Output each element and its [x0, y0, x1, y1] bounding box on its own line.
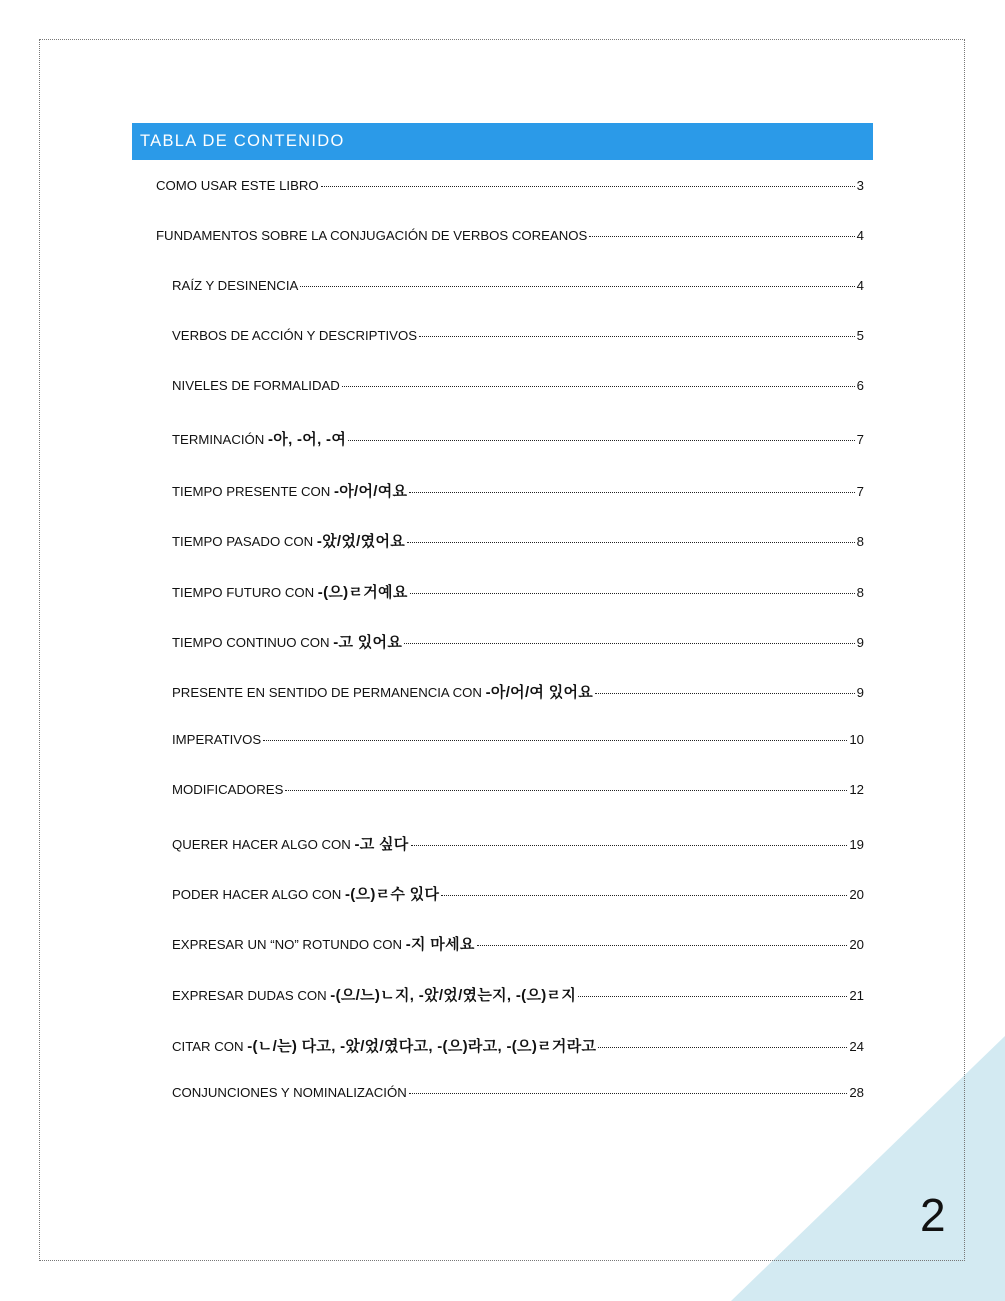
dot-leader	[407, 542, 855, 543]
toc-entry[interactable]	[172, 327, 864, 347]
toc-entry-page: 8	[856, 585, 864, 600]
dot-leader	[409, 1093, 848, 1094]
toc-entry-page: 20	[849, 887, 864, 902]
toc-entry-label: RAÍZ Y DESINENCIA	[172, 278, 299, 293]
toc-entry-page: 3	[856, 178, 864, 193]
toc-entry-page: 6	[856, 378, 864, 393]
dot-leader	[578, 996, 847, 997]
toc-entry-page: 28	[849, 1085, 864, 1100]
toc-entry-label: EXPRESAR DUDAS CON -(으/느)ㄴ지, -았/었/였는지, -(으)ㄹ지	[172, 987, 577, 1004]
toc-entry-page: 10	[849, 732, 864, 747]
toc-entry-label: NIVELES DE FORMALIDAD	[172, 378, 340, 393]
toc-entry[interactable]	[172, 681, 864, 701]
toc-entry-page: 4	[856, 278, 864, 293]
toc-entry-page: 19	[849, 837, 864, 852]
toc-entry-label: IMPERATIVOS	[172, 732, 262, 747]
toc-entry-label: TIEMPO PRESENTE CON -아/어/여요	[172, 483, 408, 500]
dot-leader	[263, 740, 847, 741]
toc-entry[interactable]	[172, 1084, 864, 1104]
toc-entry[interactable]	[172, 883, 864, 903]
dot-leader	[595, 693, 855, 694]
toc-entry-page: 9	[856, 635, 864, 650]
dot-leader	[411, 845, 848, 846]
toc-entry-page: 12	[849, 782, 864, 797]
dot-leader	[321, 186, 855, 187]
toc-entry[interactable]	[156, 227, 864, 247]
toc-entry[interactable]	[172, 984, 864, 1004]
toc-entry[interactable]	[172, 731, 864, 751]
dot-leader	[589, 236, 854, 237]
toc-entry-page: 8	[856, 534, 864, 549]
dot-leader	[404, 643, 855, 644]
toc-entry[interactable]	[172, 377, 864, 397]
toc-entry[interactable]	[172, 480, 864, 500]
toc-entry[interactable]	[156, 177, 864, 197]
toc-entry[interactable]	[172, 631, 864, 651]
toc-entry[interactable]	[172, 428, 864, 448]
toc-entry-label: MODIFICADORES	[172, 782, 284, 797]
page-number: 2	[920, 1189, 946, 1241]
toc-entry-page: 24	[849, 1039, 864, 1054]
toc-entry[interactable]	[172, 1035, 864, 1055]
dot-leader	[419, 336, 855, 337]
toc-entry-label: TERMINACIÓN -아, -어, -여	[172, 431, 347, 448]
dot-leader	[348, 440, 855, 441]
dot-leader	[410, 593, 855, 594]
dot-leader	[300, 286, 854, 287]
toc-entry-label: PRESENTE EN SENTIDO DE PERMANENCIA CON -아/어/여 있어요	[172, 684, 594, 701]
dot-leader	[342, 386, 855, 387]
toc-entry-label: FUNDAMENTOS SOBRE LA CONJUGACIÓN DE VERBOS COREANOS	[156, 228, 588, 243]
toc-entry-label: VERBOS DE ACCIÓN Y DESCRIPTIVOS	[172, 328, 418, 343]
dot-leader	[285, 790, 847, 791]
toc-entry-page: 9	[856, 685, 864, 700]
dot-leader	[598, 1047, 847, 1048]
toc-entry-page: 5	[856, 328, 864, 343]
toc-entry-label: TIEMPO PASADO CON -았/었/였어요	[172, 533, 406, 550]
toc-entry-label: QUERER HACER ALGO CON -고 싶다	[172, 836, 409, 853]
toc-entry-page: 7	[856, 432, 864, 447]
toc-entry-label: TIEMPO CONTINUO CON -고 있어요	[172, 634, 403, 651]
toc-entry[interactable]	[172, 277, 864, 297]
toc-entry[interactable]	[172, 781, 864, 801]
toc-entry-page: 4	[856, 228, 864, 243]
toc-entry-label: COMO USAR ESTE LIBRO	[156, 178, 319, 193]
toc-entry-page: 21	[849, 988, 864, 1003]
dot-leader	[409, 492, 854, 493]
toc-entry-label: PODER HACER ALGO CON -(으)ㄹ수 있다	[172, 886, 440, 903]
toc-entry[interactable]	[172, 530, 864, 550]
toc-entry-label: EXPRESAR UN “NO” ROTUNDO CON -지 마세요	[172, 936, 475, 953]
toc-entry-label: CONJUNCIONES Y NOMINALIZACIÓN	[172, 1085, 407, 1100]
toc-title: TABLA DE CONTENIDO	[140, 132, 345, 150]
dot-leader	[441, 895, 847, 896]
dot-leader	[477, 945, 848, 946]
toc-entry[interactable]	[172, 581, 864, 601]
toc-entry[interactable]	[172, 833, 864, 853]
toc-entry-page: 7	[856, 484, 864, 499]
toc-entry-label: CITAR CON -(ㄴ/는) 다고, -았/었/였다고, -(으)라고, -(으)ㄹ거라고	[172, 1038, 597, 1055]
toc-entry[interactable]	[172, 933, 864, 953]
toc-entry-label: TIEMPO FUTURO CON -(으)ㄹ거예요	[172, 584, 408, 601]
toc-entry-page: 20	[849, 937, 864, 952]
